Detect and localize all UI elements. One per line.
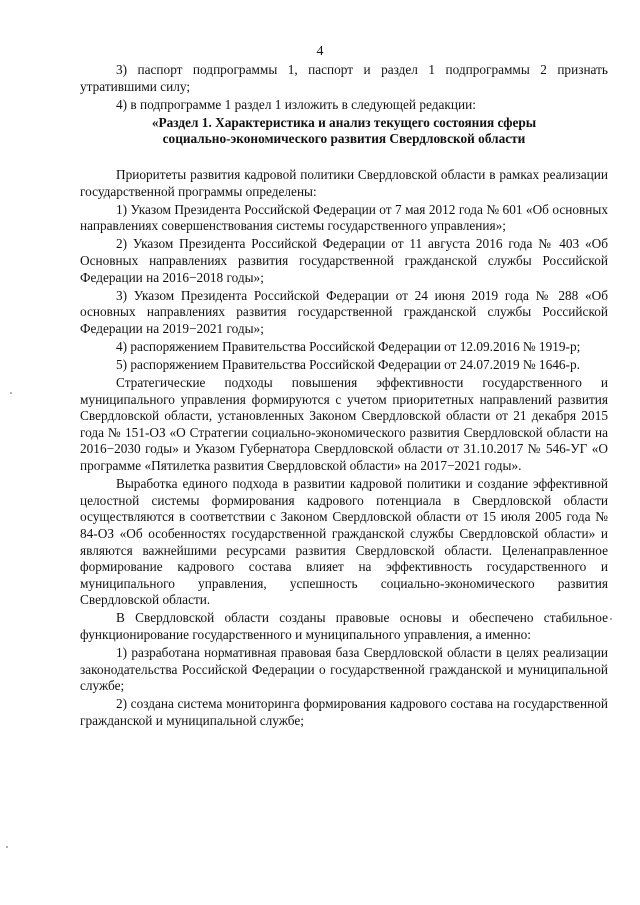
list-item-order-1919: 4) распоряжением Правительства Российской Федерации от 12.09.2016 № 1919-р; (116, 338, 581, 354)
scan-speck (610, 618, 612, 620)
scan-speck (6, 846, 8, 848)
list-item-legal-base: 1) разработана нормативная правовая база Свердловской области в целях реализации законодательства Российской Федерации о государственной гражданской и муниципальной службе; (80, 645, 608, 694)
paragraph-priorities-intro: Приоритеты развития кадровой политики Свердловской области в рамках реализации государственной программы определены: (80, 166, 608, 199)
document-body (80, 62, 608, 731)
list-item-decree-403: 2) Указом Президента Российской Федерации от 11 августа 2016 года № 403 «Об Основных направлениях развития государственной гражданской службы Российской Федерации на 2016−2018 годы»; (80, 236, 608, 285)
list-item-decree-601: 1) Указом Президента Российской Федерации от 7 мая 2012 года № 601 «Об основных направлениях совершенствования системы государственного управления»; (80, 201, 608, 234)
paragraph-legal-foundations: В Свердловской области созданы правовые основы и обеспечено стабильное функционирование государственного и муниципального управления, а именно: (80, 610, 608, 642)
section-heading-line-1: «Раздел 1. Характеристика и анализ текущего состояния сферы (151, 114, 537, 130)
paragraph-item-4: 4) в подпрограмме 1 раздел 1 изложить в следующей редакции: (116, 96, 476, 112)
paragraph-unified-approach: Выработка единого подхода в развитии кадровой политики и создание эффективной целостной системы формирования кадрового потенциала в Свердловской области осуществляются в соответствии с Законом Свердловской области от 15 июля 2005 года № 84-ОЗ «Об особенностях государственной гражданской службы Свердловской области» и являются важнейшими ресурсами развития Свердловской области. Целенаправленное формирование кадрового состава влияет на эффективность государственного и муниципального управления, успешность социально-экономического развития Свердловской области. (80, 476, 608, 608)
paragraph-strategic-approaches: Стратегические подходы повышения эффективности государственного и муниципального управления формируются с учетом приоритетных направлений развития Свердловской области, установленных Законом Свердловской области от 21 декабря 2015 года № 151-ОЗ «О Стратегии социально-экономического развития Свердловской области на 2016−2030 годы» и Указом Губернатора Свердловской области от 31.10.2017 № 546-УГ «О программе «Пятилетка развития Свердловской области» на 2017−2021 годы». (80, 375, 608, 474)
list-item-monitoring-system: 2) создана система мониторинга формирования кадрового состава на государственной гражданской и муниципальной службе; (80, 696, 608, 728)
paragraph-item-3: 3) паспорт подпрограммы 1, паспорт и раздел 1 подпрограммы 2 признать утратившими силу; (80, 62, 608, 94)
section-heading-line-2: социально-экономического развития Свердловской области (162, 131, 526, 147)
list-item-order-1646: 5) распоряжением Правительства Российской Федерации от 24.07.2019 № 1646-р. (116, 357, 580, 372)
scan-speck (10, 392, 12, 394)
list-item-decree-288: 3) Указом Президента Российской Федерации от 24 июня 2019 года № 288 «Об основных направлениях развития государственной гражданской службы Российской Федерации на 2019−2021 годы»; (80, 287, 608, 336)
section-heading (80, 115, 608, 148)
page-number: 4 (316, 44, 324, 59)
